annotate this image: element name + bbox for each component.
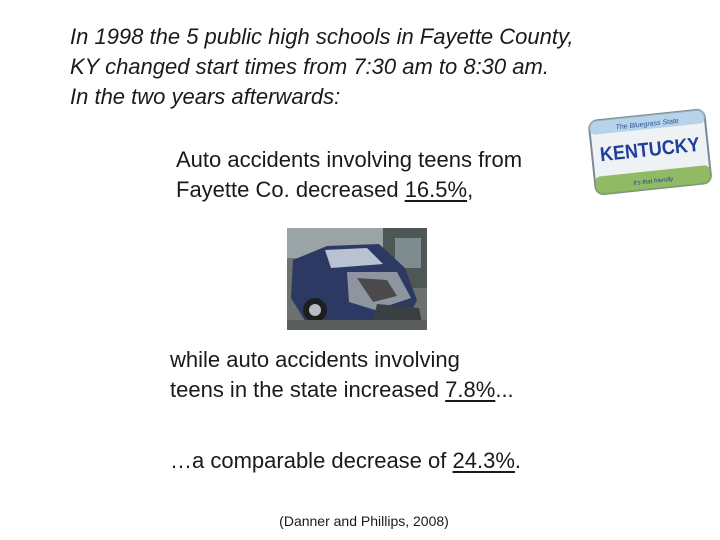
- comparison-suffix: .: [514, 448, 522, 473]
- comparison-text: [170, 446, 521, 476]
- intro-line-2: KY changed start times from 7:30 am to 8:30 am.: [70, 54, 549, 79]
- plate-state-text: KENTUCKY: [599, 132, 712, 167]
- intro-line-3: In the two years afterwards:: [70, 84, 341, 109]
- kentucky-license-plate-image: [586, 101, 714, 201]
- intro-line-1: In 1998 the 5 public high schools in Fayette County,: [70, 24, 574, 49]
- fayette-line-1: Auto accidents involving teens from: [176, 147, 523, 172]
- fayette-accidents-text: [176, 145, 522, 205]
- state-line-2: [170, 375, 514, 405]
- fayette-line-2-prefix: Fayette Co. decreased: [176, 177, 405, 202]
- intro-text: [70, 22, 670, 112]
- state-increase-value: 7.8%: [445, 377, 496, 402]
- fayette-decrease-value: 16.5%: [404, 177, 468, 202]
- state-line-2-suffix: ...: [495, 377, 514, 402]
- citation: (Danner and Phillips, 2008): [279, 513, 449, 529]
- wrecked-car-photo: [287, 228, 427, 330]
- comparable-decrease-value: 24.3%: [452, 448, 515, 473]
- state-accidents-text: [170, 345, 514, 405]
- plate-top-text: The Bluegrass State: [615, 117, 680, 132]
- comparison-line: [170, 446, 521, 476]
- fayette-line-2-suffix: ,: [467, 177, 474, 202]
- state-line-2-prefix: teens in the state increased: [170, 377, 446, 402]
- plate-bottom-text: It's that friendly: [632, 176, 674, 187]
- comparison-prefix: …a comparable decrease of: [170, 448, 453, 473]
- fayette-line-2: [176, 175, 522, 205]
- state-line-1: while auto accidents involving: [170, 347, 460, 372]
